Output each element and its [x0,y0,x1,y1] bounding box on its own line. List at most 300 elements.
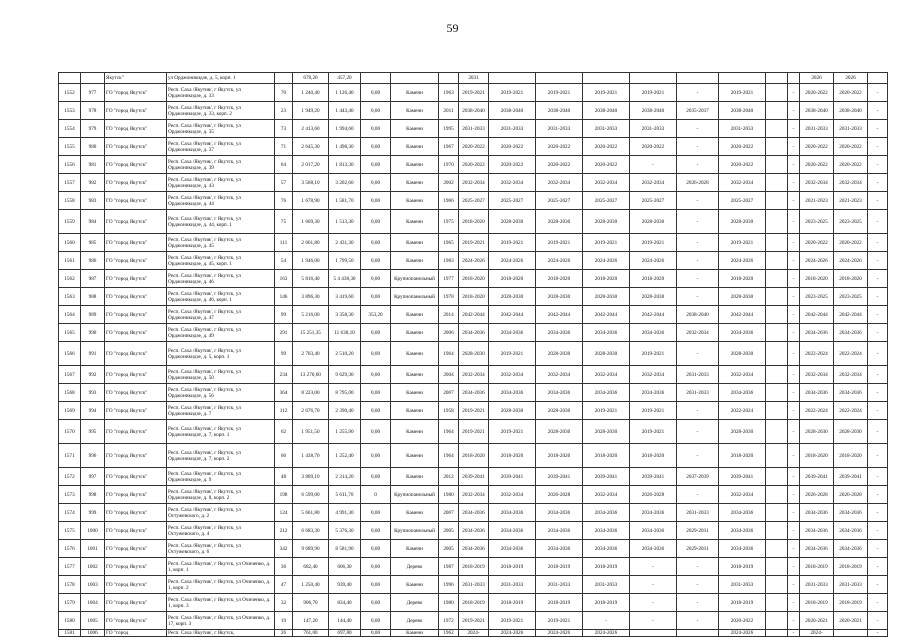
cell-period-water: 2028-2030 [630,288,677,306]
cell-floors: 36 [275,558,293,576]
cell-period-water: - [630,576,677,594]
cell-repair-period: 2032-2034 [459,486,489,504]
table-row [59,174,888,192]
cell-house-id: 997 [81,468,105,486]
cell-floors: 146 [275,288,293,306]
cell-row-number: 1575 [59,522,81,540]
cell-period-elevator: 2029-2031 [677,522,719,540]
cell-period-end: 2018-2019 [834,594,868,612]
cell-period-roof: 2018-2019 [489,558,536,576]
cell-period-start: 2024-2026 [800,252,834,270]
cell-organization: ГО "город Якутск" [105,402,167,420]
cell-repair-period: 2018-2020 [459,444,489,468]
cell-period-electric: 2032-2034 [719,174,766,192]
cell-floors: 212 [275,522,293,540]
cell-period-end: 2022-2024 [834,402,868,420]
cell-period-extra [766,252,788,270]
cell-row-number: 1554 [59,120,81,138]
cell-repair-period: 2028-2030 [459,342,489,366]
cell-period-elevator: - [677,234,719,252]
cell-note: - [868,384,888,402]
cell-wall-material [391,73,439,84]
cell-organization: ГО "город Якутск" [105,288,167,306]
cell-area-nonliving: 0,00 [361,252,391,270]
cell-area-living: 2 510,20 [329,342,361,366]
cell-dash: - [788,288,800,306]
cell-area-nonliving: 0,00 [361,576,391,594]
cell-area-total: 1 438,70 [293,444,329,468]
cell-dash: - [788,120,800,138]
cell-house-id: 994 [81,402,105,420]
cell-period-heating: 2034-2036 [583,522,630,540]
cell-period-extra [766,210,788,234]
cell-floors: 112 [275,402,293,420]
cell-address: Респ. Саха /Якутия/, г Якутск, ул Орджоникидзе, д. 46 [167,270,275,288]
cell-note: - [868,192,888,210]
cell-floors: 54 [275,252,293,270]
cell-organization: ГО "город Якутск" [105,102,167,120]
cell-note: - [868,522,888,540]
cell-year-built: 1958 [439,402,459,420]
cell-wall-material: Каменн [391,504,439,522]
cell-floors [275,73,293,84]
cell-house-id [81,73,105,84]
cell-address: Респ. Саха /Якутия/, г Якутск, ул Орджоникидзе, д. 33, корп. 2 [167,102,275,120]
cell-area-total: 761,00 [293,630,329,637]
cell-house-id: 998 [81,486,105,504]
cell-dash: - [788,420,800,444]
cell-period-end: 2020-2022 [834,234,868,252]
cell-period-elevator: - [677,402,719,420]
cell-floors: 26 [275,630,293,637]
cell-year-built: 1987 [439,558,459,576]
cell-area-total: 147,20 [293,612,329,630]
cell-repair-period: 2031-2033 [459,120,489,138]
cell-year-built: 1964 [439,444,459,468]
cell-area-living: 457,20 [329,73,361,84]
cell-area-nonliving: 0,00 [361,288,391,306]
cell-period-water: 2034-2036 [630,540,677,558]
cell-year-built: 1970 [439,156,459,174]
cell-note: - [868,174,888,192]
cell-area-nonliving: 353,20 [361,306,391,324]
cell-dash: - [788,174,800,192]
cell-period-facade: 2028-2030 [536,402,583,420]
cell-period-heating: 2028-2030 [583,342,630,366]
cell-period-extra [766,486,788,504]
cell-area-living: 1 252,40 [329,444,361,468]
cell-period-end: 2026 [834,73,868,84]
cell-house-id: 1001 [81,540,105,558]
table-row [59,270,888,288]
cell-period-roof [489,73,536,84]
cell-house-id: 1002 [81,558,105,576]
cell-period-electric: 2028-2030 [719,210,766,234]
cell-note: - [868,210,888,234]
cell-row-number: 1553 [59,102,81,120]
cell-repair-period: 2020-2022 [459,156,489,174]
cell-period-facade: 2019-2021 [536,612,583,630]
cell-wall-material: Каменн [391,120,439,138]
cell-area-total: 2 645,30 [293,138,329,156]
cell-period-elevator: - [677,84,719,102]
cell-year-built: 1980 [439,594,459,612]
cell-organization: ГО "город Якутск" [105,210,167,234]
cell-wall-material: Каменн [391,342,439,366]
table-row [59,342,888,366]
cell-period-facade: 2039-2041 [536,468,583,486]
cell-dash: - [788,234,800,252]
cell-period-end: 2032-2034 [834,174,868,192]
cell-period-end: 2020-2022 [834,156,868,174]
cell-house-id: 989 [81,306,105,324]
cell-period-elevator: - [677,138,719,156]
cell-repair-period: 2019-2021 [459,84,489,102]
cell-floors: 62 [275,420,293,444]
cell-period-roof: 2034-2036 [489,324,536,342]
cell-address: Респ. Саха /Якутия/, г Якутск, ул Очиченко, д. 1, корп. 2 [167,576,275,594]
table-row [59,594,888,612]
cell-note: - [868,576,888,594]
cell-period-start: 2023-2025 [800,210,834,234]
cell-period-heating: 2019-2021 [583,84,630,102]
cell-period-roof: 2031-2033 [489,576,536,594]
cell-period-start: 2032-2034 [800,366,834,384]
cell-period-roof: 2018-2020 [489,270,536,288]
table-row [59,504,888,522]
cell-house-id: 978 [81,102,105,120]
cell-period-roof: 2019-2021 [489,234,536,252]
cell-note: - [868,342,888,366]
cell-period-electric: 2018-2020 [719,270,766,288]
cell-organization: ГО "город Якутск" [105,306,167,324]
cell-period-start: 2018-2019 [800,558,834,576]
cell-period-facade: 2034-2036 [536,504,583,522]
cell-dash: - [788,342,800,366]
cell-area-nonliving: 0,00 [361,210,391,234]
cell-row-number: 1571 [59,444,81,468]
cell-period-electric: 2018-2019 [719,558,766,576]
cell-period-facade: 2034-2036 [536,522,583,540]
cell-period-start: 2032-2034 [800,174,834,192]
cell-repair-period: 2018-2019 [459,558,489,576]
cell-period-roof: 2019-2021 [489,342,536,366]
cell-year-built: 2011 [439,102,459,120]
cell-row-number: 1563 [59,288,81,306]
table-row [59,73,888,84]
cell-area-nonliving: 0,00 [361,192,391,210]
cell-period-start: 2028-2030 [800,420,834,444]
cell-repair-period: 2034-2036 [459,384,489,402]
cell-period-electric: 2039-2041 [719,468,766,486]
cell-address: Респ. Саха /Якутия/, г Якутск, ул Орджоникидзе, д. 44 [167,192,275,210]
cell-house-id: 979 [81,120,105,138]
cell-period-water: 2031-2033 [630,120,677,138]
cell-area-living: 2 314,20 [329,468,361,486]
cell-dash: - [788,252,800,270]
cell-period-extra [766,402,788,420]
cell-period-electric: 2020-2022 [719,156,766,174]
cell-area-living: 11 630,10 [329,324,361,342]
cell-wall-material: Каменн [391,252,439,270]
cell-area-total: 5 661,80 [293,504,329,522]
cell-period-elevator: 2032-2034 [677,324,719,342]
cell-note: - [868,594,888,612]
cell-repair-period: 2018-2020 [459,288,489,306]
cell-period-end: 2022-2024 [834,342,868,366]
cell-dash: - [788,156,800,174]
cell-organization: ГО "город Якутск" [105,366,167,384]
cell-note: - [868,630,888,637]
cell-period-extra [766,306,788,324]
cell-dash: - [788,138,800,156]
table-row [59,192,888,210]
cell-dash: - [788,522,800,540]
cell-wall-material: Дерево [391,612,439,630]
cell-period-water: 2028-2030 [630,210,677,234]
cell-wall-material: Каменн [391,210,439,234]
cell-area-living: 1 799,50 [329,252,361,270]
cell-house-id: 995 [81,420,105,444]
cell-period-extra [766,138,788,156]
cell-period-electric: 2020-2022 [719,612,766,630]
table-row [59,468,888,486]
cell-area-living: 1 126,40 [329,84,361,102]
cell-organization: ГО "город Якутск" [105,342,167,366]
cell-area-living: 3 419,60 [329,288,361,306]
cell-floors: 99 [275,342,293,366]
cell-period-water: - [630,156,677,174]
cell-organization: ГО "город Якутск" [105,270,167,288]
cell-period-electric: 2034-2036 [719,522,766,540]
cell-note: - [868,444,888,468]
cell-period-roof: 2032-2034 [489,174,536,192]
cell-period-roof: 2034-2036 [489,384,536,402]
cell-period-facade: 2032-2034 [536,174,583,192]
cell-area-total: 3 568,10 [293,174,329,192]
cell-area-nonliving: 0,00 [361,420,391,444]
cell-area-total: 5 816,40 [293,270,329,288]
cell-organization: ГО "город Якутск" [105,234,167,252]
cell-period-end: 2031-2033 [834,576,868,594]
cell-period-extra [766,366,788,384]
cell-area-total: 2 676,70 [293,402,329,420]
cell-repair-period: 2018-2020 [459,270,489,288]
cell-house-id: 1004 [81,594,105,612]
cell-period-water: 2018-2020 [630,270,677,288]
cell-area-total: 1 669,30 [293,210,329,234]
cell-period-end: 2021-2023 [834,192,868,210]
cell-period-roof: 2020-2022 [489,138,536,156]
cell-period-electric: 2032-2034 [719,486,766,504]
cell-note: - [868,102,888,120]
cell-address: Респ. Саха /Якутия/, г Якутск, [167,630,275,637]
cell-period-heating: 2042-2044 [583,306,630,324]
cell-year-built: 1996 [439,576,459,594]
cell-row-number: 1561 [59,252,81,270]
cell-year-built [439,73,459,84]
cell-area-total: 1 250,40 [293,576,329,594]
cell-year-built: 1963 [439,84,459,102]
cell-organization: ГО "город Якутск" [105,138,167,156]
cell-organization: ГО "город Якутск" [105,522,167,540]
table-row [59,612,888,630]
cell-wall-material: Дерево [391,558,439,576]
cell-area-nonliving: 0,00 [361,468,391,486]
cell-organization: ГО "город Якутск" [105,612,167,630]
cell-address: Респ. Саха /Якутия/, г Якутск, ул Орджоникидзе, д. 8, корп. 2 [167,486,275,504]
cell-row-number: 1564 [59,306,81,324]
cell-address: ул Орджоникидзе, д. 5, корп. 1 [167,73,275,84]
cell-period-facade: 2025-2027 [536,192,583,210]
cell-period-heating [583,73,630,84]
cell-wall-material: Каменн [391,468,439,486]
cell-address: Респ. Саха /Якутия/, г Якутск, ул Орджоникидзе, д. 44, корп. 1 [167,210,275,234]
cell-area-nonliving: 0,00 [361,270,391,288]
cell-period-extra [766,156,788,174]
cell-period-electric: 2019-2021 [719,234,766,252]
cell-note: - [868,252,888,270]
table-row [59,384,888,402]
cell-note [868,73,888,84]
cell-area-total: 678,20 [293,73,329,84]
cell-organization: ГО "город Якутск" [105,558,167,576]
cell-period-heating: 2034-2036 [583,324,630,342]
cell-period-start: 2020-2022 [800,234,834,252]
cell-period-facade: 2034-2036 [536,384,583,402]
table-row [59,444,888,468]
cell-period-start: 2022-2024 [800,342,834,366]
cell-address: Респ. Саха /Якутия/, г Якутск, ул Очиченко, д. 1, корп. 1 [167,558,275,576]
cell-period-electric: 2034-2036 [719,504,766,522]
cell-period-end: 2018-2019 [834,558,868,576]
cell-dash: - [788,102,800,120]
cell-period-electric: 2031-2033 [719,120,766,138]
cell-period-heating: 2034-2036 [583,540,630,558]
cell-row-number: 1568 [59,384,81,402]
cell-organization: ГО "город Якутск" [105,420,167,444]
cell-organization: ГО "город Якутск" [105,504,167,522]
cell-period-start: 2034-2036 [800,540,834,558]
cell-floors: 364 [275,384,293,402]
cell-wall-material: Крупнопанельный [391,486,439,504]
cell-year-built: 1978 [439,288,459,306]
cell-area-living: 1 813,30 [329,156,361,174]
cell-period-elevator: - [677,612,719,630]
cell-period-elevator: - [677,594,719,612]
cell-floors: 291 [275,324,293,342]
cell-repair-period: 2039-2041 [459,468,489,486]
cell-row-number: 1569 [59,402,81,420]
cell-period-electric: 2032-2034 [719,366,766,384]
cell-address: Респ. Саха /Якутия/, г Якутск, ул Орджоникидзе, д. 46, корп. 1 [167,288,275,306]
cell-area-nonliving [361,73,391,84]
cell-row-number: 1579 [59,594,81,612]
table-row [59,540,888,558]
cell-organization: ГО "город Якутск" [105,444,167,468]
table-row [59,156,888,174]
cell-row-number: 1572 [59,468,81,486]
cell-repair-period: 2031 [459,73,489,84]
cell-area-nonliving: 0,00 [361,174,391,192]
cell-area-total: 9 689,90 [293,540,329,558]
cell-period-heating: 2025-2027 [583,192,630,210]
cell-wall-material: Крупнопанельный [391,288,439,306]
cell-address: Респ. Саха /Якутия/, г Якутск, ул Орджоникидзе, д. 43 [167,174,275,192]
cell-area-nonliving: 0,00 [361,594,391,612]
cell-wall-material: Каменн [391,306,439,324]
cell-period-extra [766,102,788,120]
cell-row-number: 1566 [59,342,81,366]
cell-year-built: 1980 [439,486,459,504]
cell-period-end: 2034-2036 [834,324,868,342]
cell-house-id: 1006 [81,630,105,637]
cell-dash: - [788,384,800,402]
cell-period-end: 2042-2044 [834,306,868,324]
cell-dash: - [788,504,800,522]
cell-wall-material: Каменн [391,192,439,210]
table-row [59,402,888,420]
cell-period-electric: 2018-2019 [719,594,766,612]
cell-period-start: 2021-2023 [800,192,834,210]
cell-period-start: 2031-2033 [800,576,834,594]
cell-area-total: 2 661,80 [293,234,329,252]
cell-period-elevator: 2037-2039 [677,468,719,486]
table-row [59,366,888,384]
cell-period-start: 2020-2022 [800,156,834,174]
cell-period-start: 2034-2036 [800,522,834,540]
cell-area-total: 1 951,50 [293,420,329,444]
cell-address: Респ. Саха /Якутия/, г Якутск, ул Остужевского, д. 6 [167,540,275,558]
cell-dash: - [788,486,800,504]
cell-period-extra [766,630,788,637]
cell-area-nonliving: 0,00 [361,522,391,540]
cell-area-living: 1 513,30 [329,210,361,234]
cell-house-id: 999 [81,504,105,522]
cell-wall-material: Каменн [391,402,439,420]
cell-year-built: 2012 [439,468,459,486]
cell-floors: 111 [275,234,293,252]
cell-wall-material: Каменн [391,138,439,156]
cell-wall-material: Каменн [391,630,439,637]
cell-period-roof: 2042-2044 [489,306,536,324]
cell-period-facade [536,73,583,84]
cell-year-built: 2007 [439,384,459,402]
cell-floors: 64 [275,156,293,174]
cell-period-heating: 2031-2033 [583,576,630,594]
cell-dash: - [788,84,800,102]
cell-house-id: 983 [81,192,105,210]
cell-period-elevator: - [677,252,719,270]
cell-area-nonliving: 0,00 [361,234,391,252]
cell-period-start: 2018-2020 [800,270,834,288]
cell-repair-period: 2032-2034 [459,174,489,192]
cell-row-number: 1577 [59,558,81,576]
cell-row-number: 1560 [59,234,81,252]
cell-repair-period: 2019-2021 [459,420,489,444]
table-row [59,324,888,342]
cell-period-elevator: - [677,558,719,576]
cell-row-number: 1562 [59,270,81,288]
cell-period-end: 2038-2040 [834,102,868,120]
cell-period-roof: 2025-2027 [489,192,536,210]
cell-floors: 234 [275,366,293,384]
cell-period-roof: 2032-2034 [489,366,536,384]
cell-period-start: 2042-2044 [800,306,834,324]
cell-period-extra [766,612,788,630]
cell-area-total: 3 896,30 [293,288,329,306]
cell-note: - [868,120,888,138]
